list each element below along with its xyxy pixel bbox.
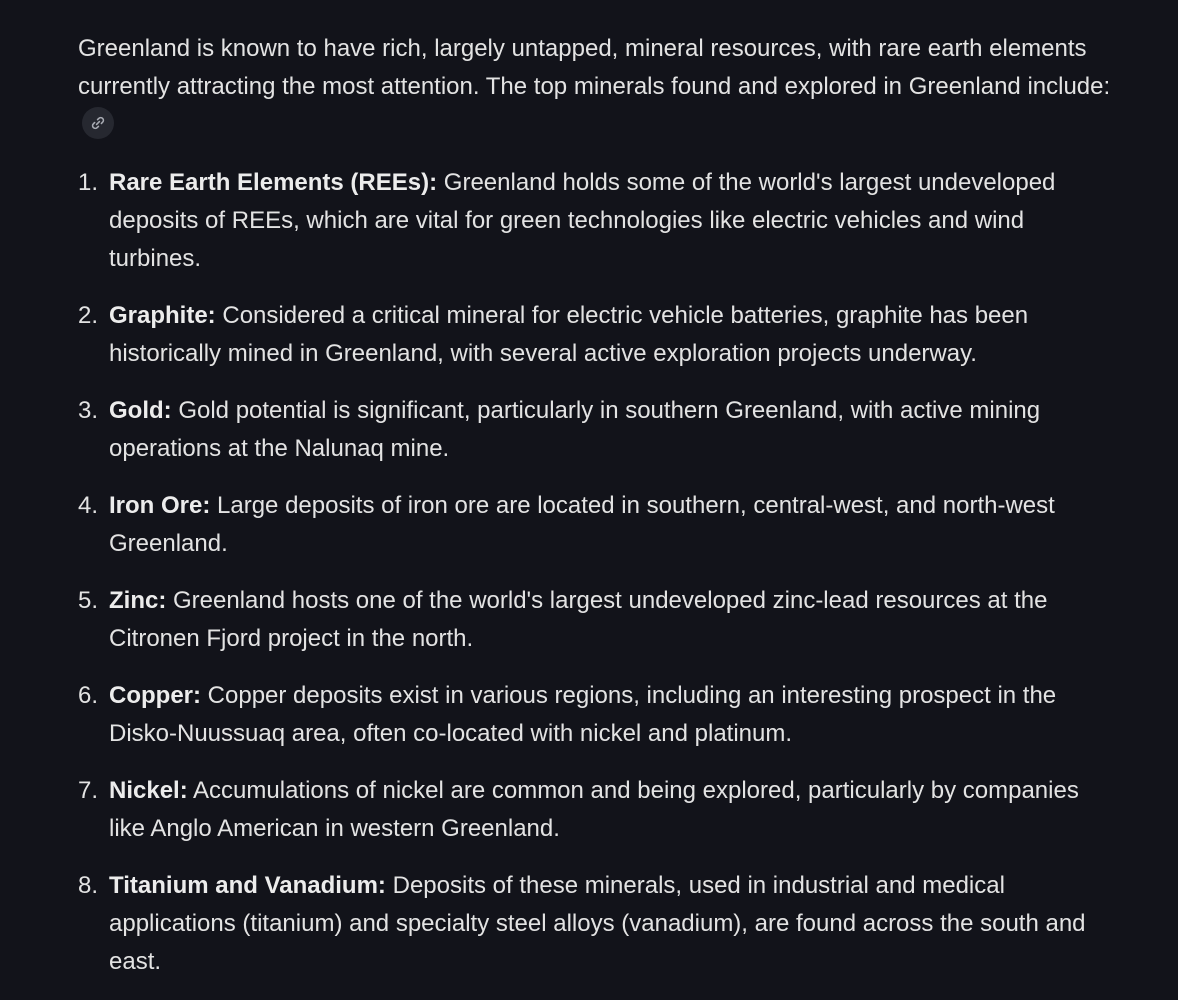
response-content — [78, 30, 1118, 1000]
mineral-description: Accumulations of nickel are common and being explored, particularly by companies like Anglo American in western Greenland. — [109, 777, 1079, 842]
list-number: 5. — [78, 587, 99, 614]
mineral-description: Copper deposits exist in various regions, including an interesting prospect in the Disko-Nuussuaq area, often co-located with nickel and platinum. — [109, 682, 1057, 747]
list-item — [78, 392, 1118, 468]
mineral-description: Deposits of these minerals, used in industrial and medical applications (titanium) and specialty steel alloys (vanadium), are found across the south and east. — [109, 872, 1086, 975]
mineral-description: Gold potential is significant, particularly in southern Greenland, with active mining operations at the Nalunaq mine. — [109, 397, 1041, 462]
mineral-description: Large deposits of iron ore are located in southern, central-west, and north-west Greenland. — [109, 492, 1055, 557]
mineral-term: Rare Earth Elements (REEs): — [109, 169, 438, 196]
mineral-term: Graphite: — [109, 302, 216, 329]
list-number: 4. — [78, 492, 99, 519]
mineral-term: Copper: — [109, 682, 201, 709]
mineral-term: Iron Ore: — [109, 492, 211, 519]
mineral-description: Greenland holds some of the world's largest undeveloped deposits of REEs, which are vital for green technologies like electric vehicles and wind turbines. — [109, 169, 1056, 272]
mineral-description: Considered a critical mineral for electric vehicle batteries, graphite has been historically mined in Greenland, with several active exploration projects underway. — [109, 302, 1029, 367]
mineral-term: Titanium and Vanadium: — [109, 872, 386, 899]
list-number: 2. — [78, 302, 99, 329]
list-item — [78, 772, 1118, 848]
list-number: 1. — [78, 169, 99, 196]
list-number: 6. — [78, 682, 99, 709]
mineral-term: Zinc: — [109, 587, 167, 614]
list-item — [78, 867, 1118, 981]
list-item — [78, 487, 1118, 563]
intro-paragraph — [78, 30, 1118, 144]
source-link-button[interactable] — [82, 107, 114, 139]
link-icon — [90, 115, 106, 131]
mineral-description: Greenland hosts one of the world's largest undeveloped zinc-lead resources at the Citronen Fjord project in the north. — [109, 587, 1048, 652]
list-number: 3. — [78, 397, 99, 424]
list-number: 7. — [78, 777, 99, 804]
list-item — [78, 677, 1118, 753]
list-item — [78, 582, 1118, 658]
mineral-term: Nickel: — [109, 777, 188, 804]
intro-text: Greenland is known to have rich, largely untapped, mineral resources, with rare earth elements currently attracting the most attention. The top minerals found and explored in Greenland include: — [78, 35, 1111, 100]
list-item — [78, 164, 1118, 278]
list-number: 8. — [78, 872, 99, 899]
minerals-list — [78, 164, 1118, 981]
list-item — [78, 297, 1118, 373]
mineral-term: Gold: — [109, 397, 172, 424]
